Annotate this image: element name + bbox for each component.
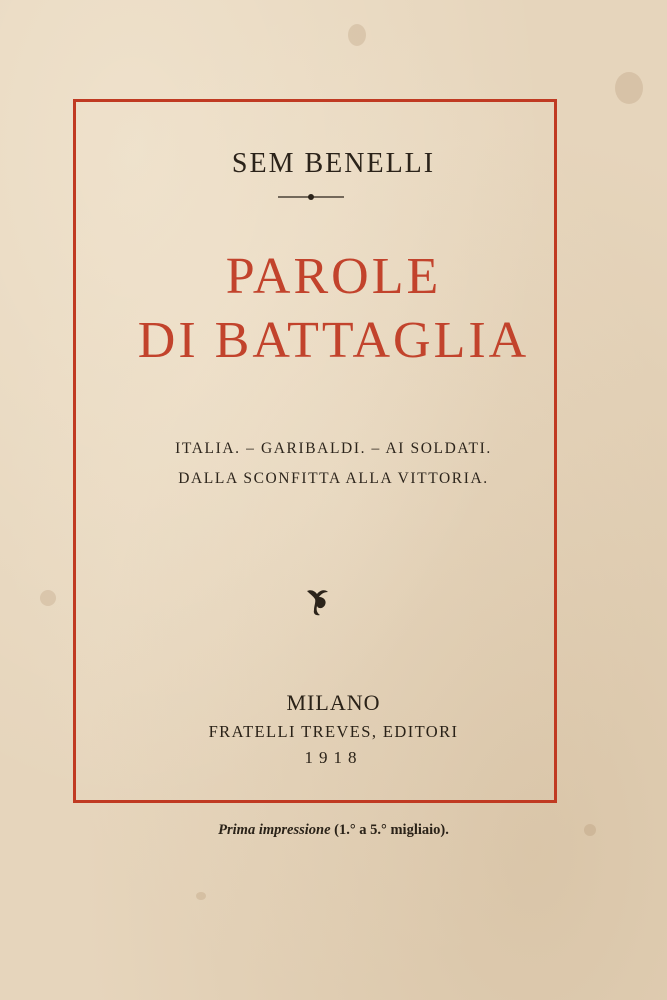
fleuron-icon xyxy=(304,588,330,618)
foxing-spot xyxy=(196,892,206,900)
publisher-name: FRATELLI TREVES, EDITORI xyxy=(208,722,459,741)
contents-line-2: DALLA SCONFITTA ALLA VITTORIA. xyxy=(178,470,489,487)
title-line-2: DI BATTAGLIA xyxy=(137,312,530,369)
impression-detail: (1.° a 5.° migliaio). xyxy=(334,822,449,838)
publication-city: MILANO xyxy=(286,690,381,715)
contents-line-1: ITALIA. – GARIBALDI. – AI SOLDATI. xyxy=(175,440,492,457)
foxing-spot xyxy=(615,72,643,104)
ornamental-rule-icon xyxy=(278,193,344,201)
foxing-spot xyxy=(40,590,56,606)
foxing-spot xyxy=(348,24,366,46)
author-name: SEM BENELLI xyxy=(231,148,436,179)
publication-year: 1918 xyxy=(304,748,363,767)
impression-note xyxy=(0,822,667,839)
title-line-1: PAROLE xyxy=(225,248,442,305)
impression-label: Prima impressione xyxy=(218,822,331,838)
